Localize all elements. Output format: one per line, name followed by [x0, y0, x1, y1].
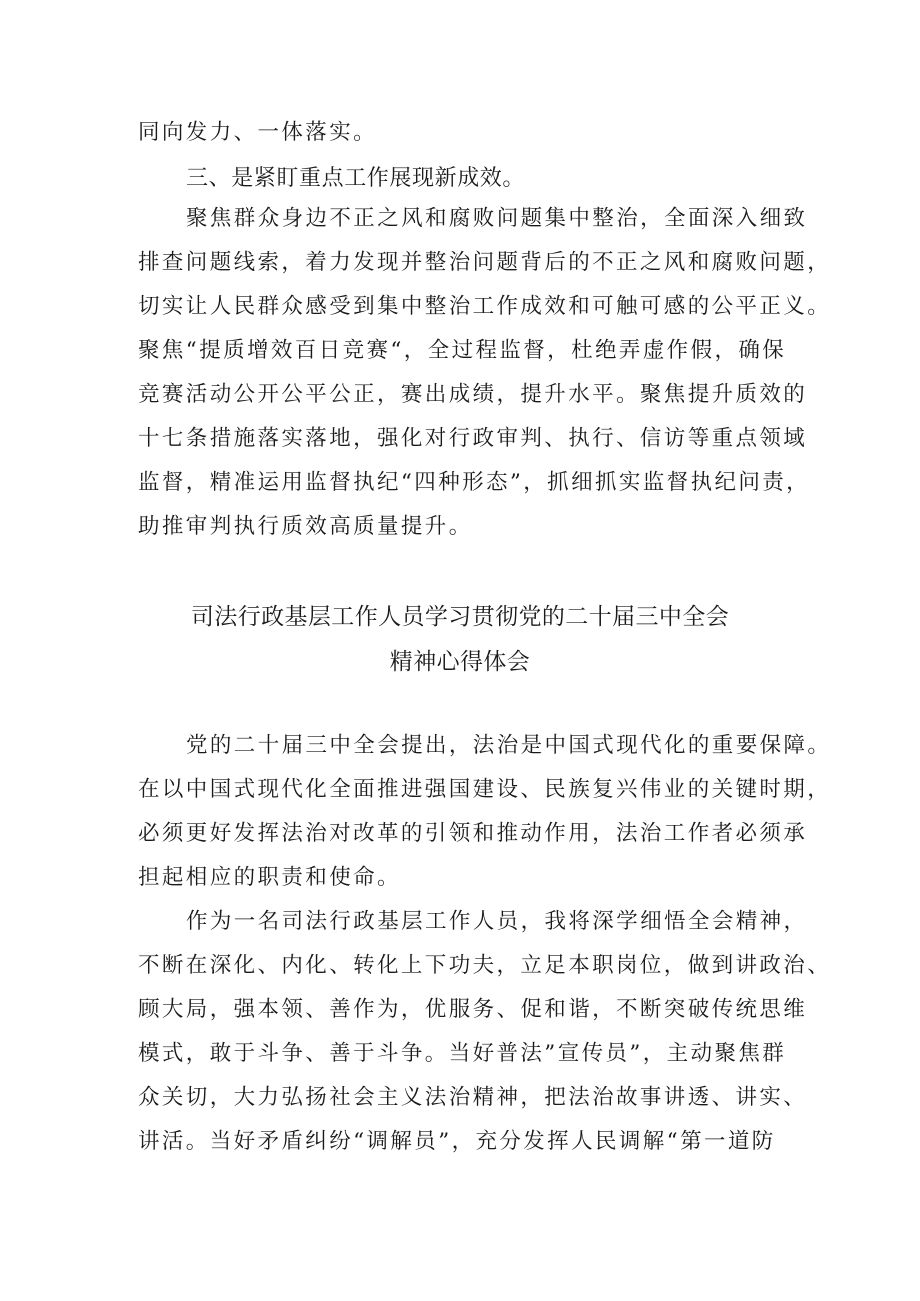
- paragraph-line: 讲活。当好矛盾纠纷“调解员”，充分发挥人民调解“第一道防: [138, 1129, 776, 1154]
- paragraph-tail-line: 同向发力、一体落实。: [138, 120, 378, 145]
- paragraph-line: 不断在深化、内化、转化上下功夫，立足本职岗位，做到讲政治、: [138, 953, 832, 978]
- paragraph-line: 十七条措施落实落地，强化对行政审判、执行、信访等重点领域: [138, 426, 808, 451]
- paragraph-line: 助推审判执行质效高质量提升。: [138, 514, 473, 539]
- section-heading: 三、是紧盯重点工作展现新成效。: [186, 166, 526, 191]
- paragraph-line: 监督，精准运用监督执纪“四种形态”，抓细抓实监督执纪问责，: [138, 470, 811, 495]
- paragraph-line: 排查问题线索，着力发现并整治问题背后的不正之风和腐败问题，: [138, 250, 832, 275]
- title-line: 精神心得体会: [389, 649, 531, 675]
- paragraph-line: 担起相应的职责和使命。: [138, 865, 401, 890]
- paragraph-line: 党的二十届三中全会提出，法治是中国式现代化的重要保障。: [186, 733, 832, 758]
- paragraph-line: 作为一名司法行政基层工作人员，我将深学细悟全会精神，: [186, 909, 808, 934]
- paragraph-line: 切实让人民群众感受到集中整治工作成效和可触可感的公平正义。: [138, 294, 832, 319]
- paragraph-line: 竞赛活动公开公平公正，赛出成绩，提升水平。聚焦提升质效的: [138, 382, 808, 407]
- paragraph-line: 顾大局，强本领、善作为，优服务、促和谐，不断突破传统思维: [138, 997, 808, 1022]
- paragraph-line: 众关切，大力弘扬社会主义法治精神，把法治故事讲透、讲实、: [138, 1085, 808, 1110]
- paragraph-line: 在以中国式现代化全面推进强国建设、民族复兴伟业的关键时期，: [138, 777, 832, 802]
- paragraph-line: 必须更好发挥法治对改革的引领和推动作用，法治工作者必须承: [138, 821, 808, 846]
- paragraph-line: 聚焦“提质增效百日竞赛“，全过程监督，杜绝弄虚作假，确保: [138, 338, 787, 363]
- title-line: 司法行政基层工作人员学习贯彻党的二十届三中全会: [190, 604, 730, 630]
- paragraph-line: 聚焦群众身边不正之风和腐败问题集中整治，全面深入细致: [186, 206, 808, 231]
- paragraph-line: 模式，敢于斗争、善于斗争。当好普法”宣传员”，主动聚焦群: [138, 1041, 787, 1066]
